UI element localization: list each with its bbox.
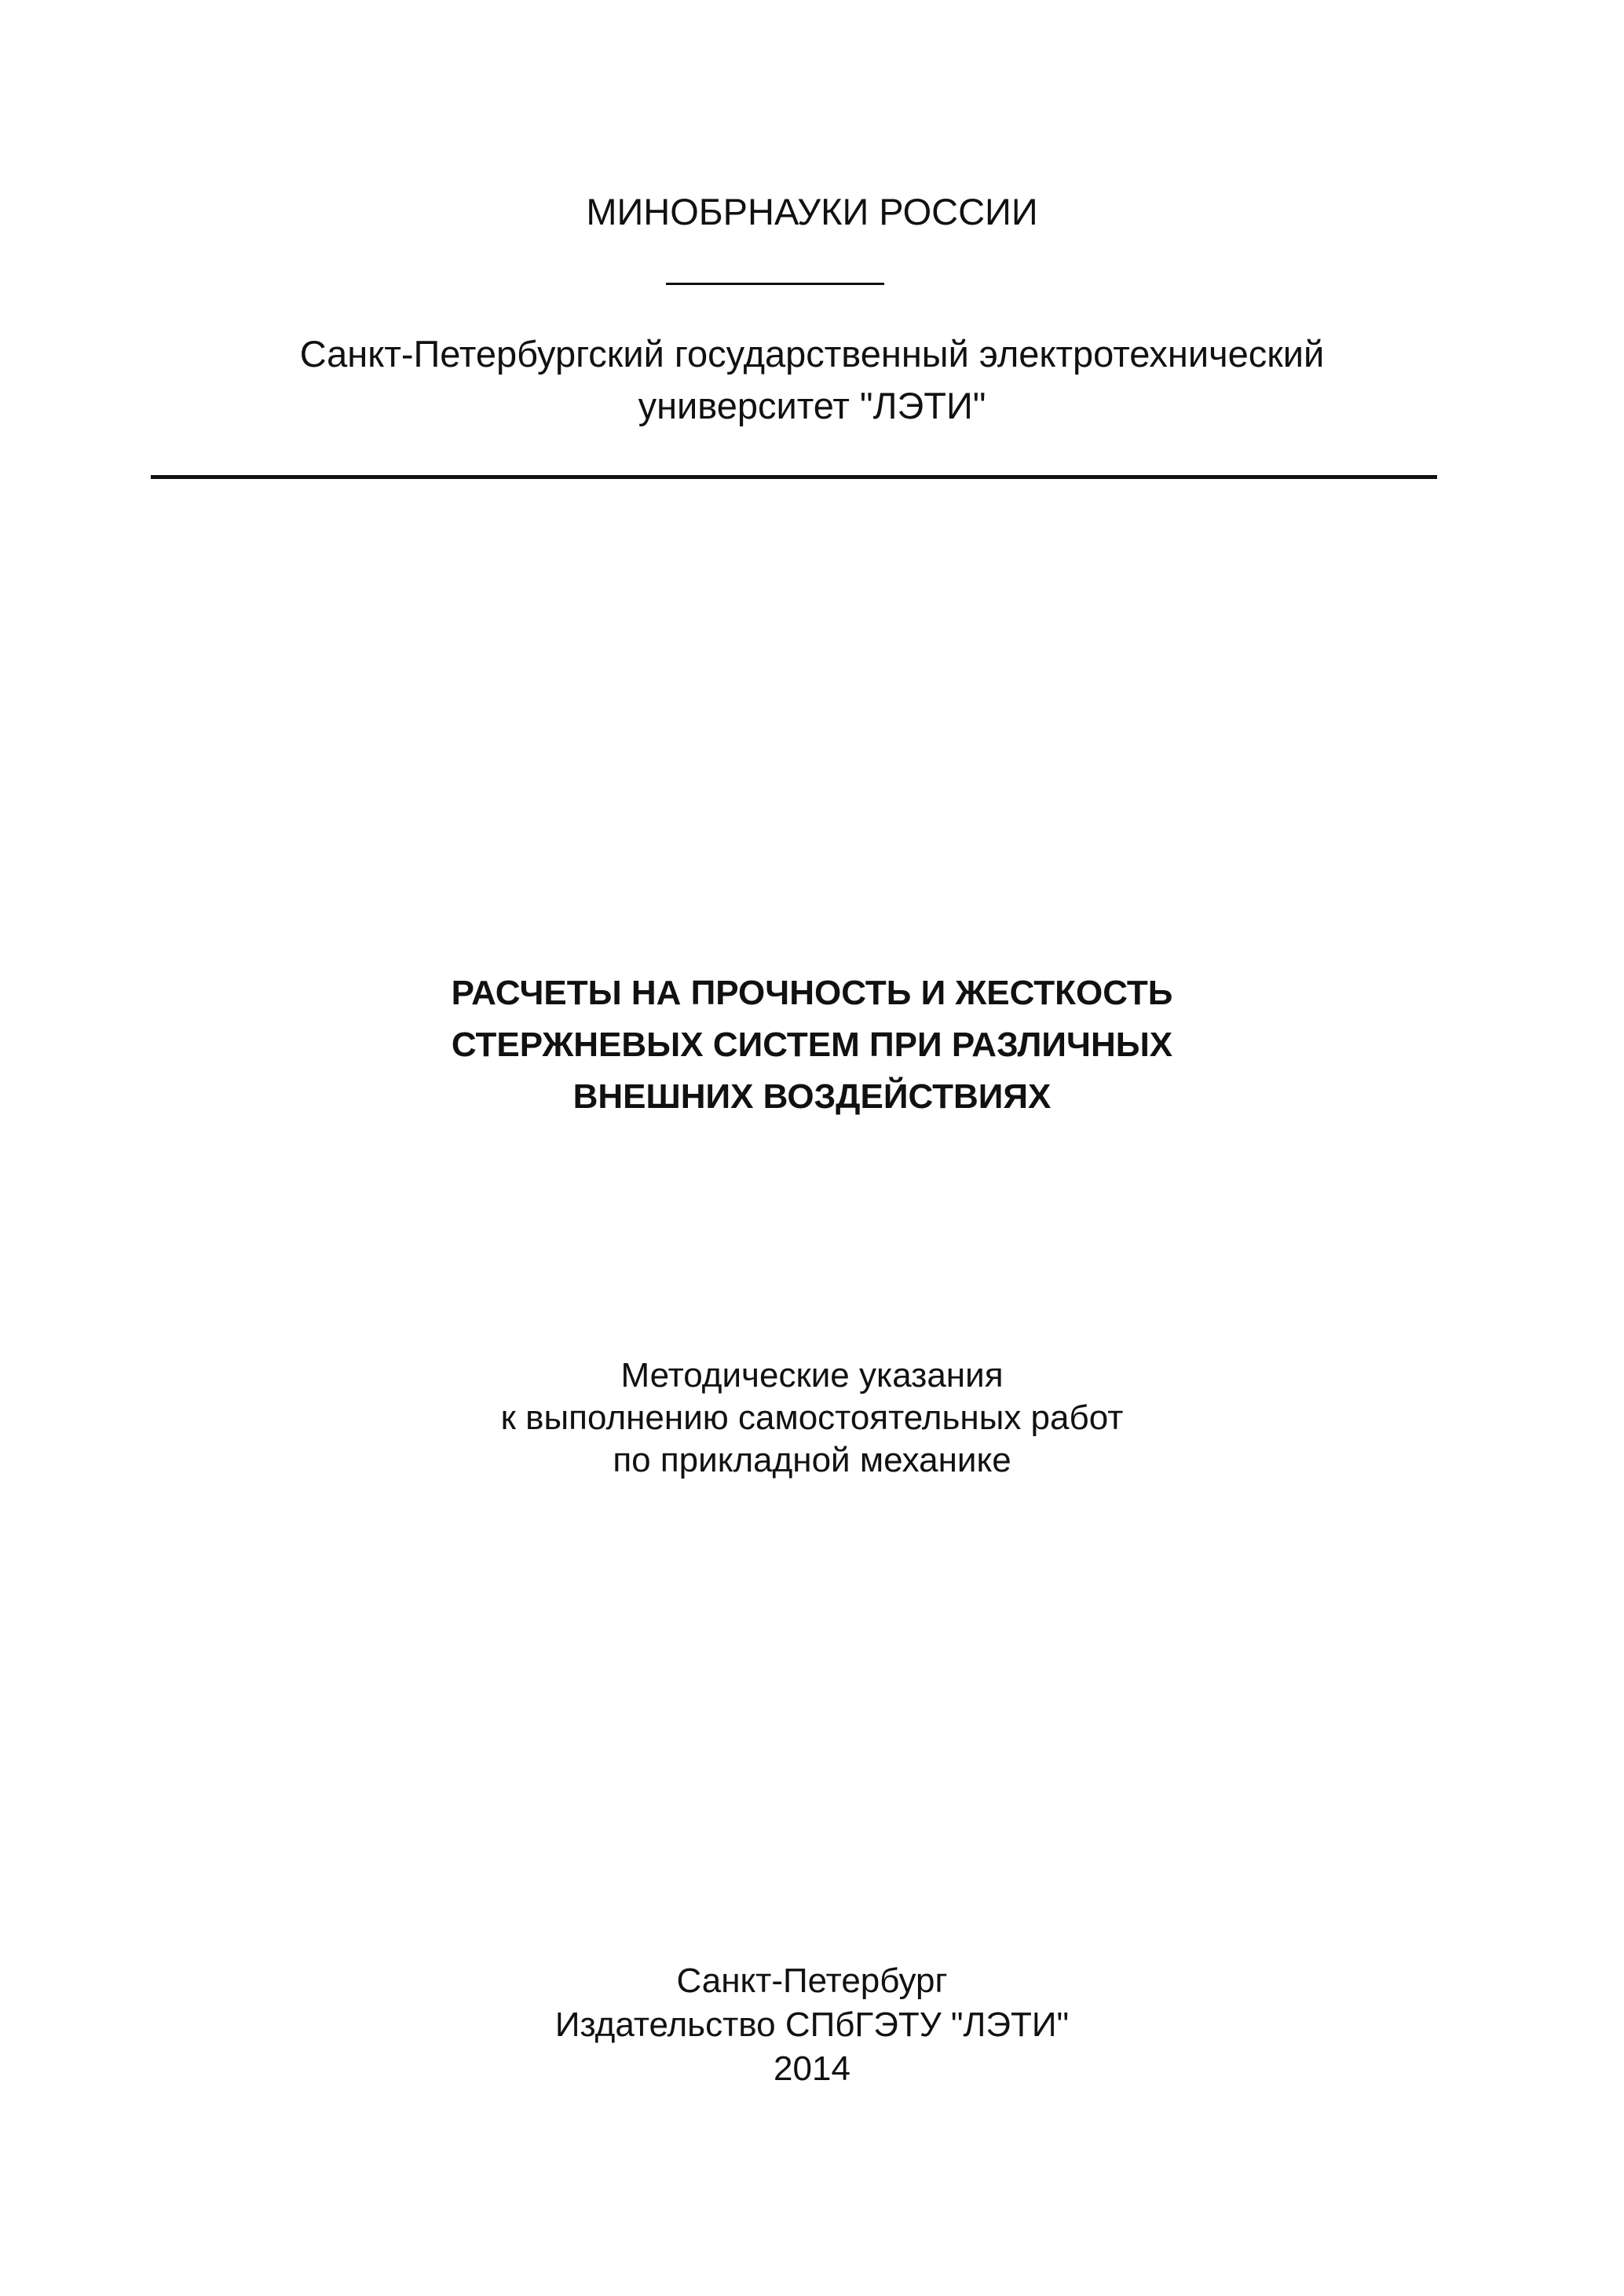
document-subtitle-line-2: к выполнению самостоятельных работ bbox=[500, 1398, 1124, 1437]
document-title-line-2: СТЕРЖНЕВЫХ СИСТЕМ ПРИ РАЗЛИЧНЫХ bbox=[451, 1026, 1173, 1064]
document-subtitle-line-3: по прикладной механике bbox=[613, 1441, 1011, 1479]
ministry-name: МИНОБРНАУКИ РОССИИ bbox=[586, 191, 1038, 232]
imprint-publisher: Издательство СПбГЭТУ "ЛЭТИ" bbox=[554, 2005, 1070, 2044]
imprint-city: Санкт-Петербург bbox=[676, 1961, 948, 2000]
document-title bbox=[0, 967, 1624, 1123]
document-title-line-3: ВНЕШНИХ ВОЗДЕЙСТВИЯХ bbox=[572, 1077, 1052, 1116]
imprint-year: 2014 bbox=[774, 2049, 850, 2088]
university-name-line-1: Санкт-Петербургский государственный электротехнический bbox=[299, 333, 1325, 375]
header-divider bbox=[151, 475, 1437, 479]
document-subtitle bbox=[0, 1355, 1624, 1482]
document-subtitle-line-1: Методические указания bbox=[620, 1356, 1004, 1395]
short-divider bbox=[666, 283, 884, 285]
university-name bbox=[0, 328, 1624, 432]
university-name-line-2: университет "ЛЭТИ" bbox=[638, 385, 986, 426]
document-title-line-1: РАСЧЕТЫ НА ПРОЧНОСТЬ И ЖЕСТКОСТЬ bbox=[451, 974, 1173, 1012]
imprint bbox=[0, 1959, 1624, 2091]
